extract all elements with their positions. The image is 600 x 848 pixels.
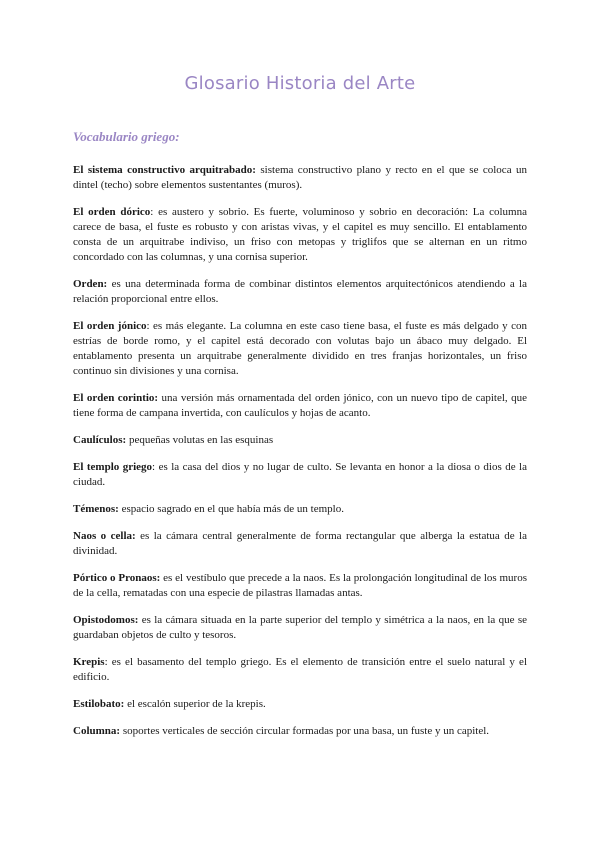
glossary-definition: : es el basamento del templo griego. Es el elemento de transición entre el suelo natural y el edificio. (73, 656, 527, 683)
glossary-entry (73, 571, 527, 601)
glossary-entry (73, 724, 527, 739)
glossary-term: Pórtico o Pronaos: (73, 572, 161, 584)
glossary-definition: : es austero y sobrio. Es fuerte, voluminoso y sobrio en decoración: La columna carece de basa, el fuste es robusto y con aristas vivas, y el capitel es muy sencillo. El entablamento consta de un arquitrabe indiviso, un friso con metopas y triglifos que se alternan en un ritmo concordado con las columnas, y una cornisa superior. (73, 206, 527, 263)
glossary-term: Témenos: (73, 503, 119, 515)
glossary-definition: es el vestíbulo que precede a la naos. Es la prolongación longitudinal de los muros de la cella, rematadas con una especie de pilastras llamadas antas. (73, 572, 527, 599)
document-title: Glosario Historia del Arte (184, 73, 416, 94)
glossary-definition: sistema constructivo plano y recto en el que se coloca un dintel (techo) sobre elementos sustentantes (muros). (73, 164, 527, 191)
glossary-definition: una versión más ornamentada del orden jónico, con un nuevo tipo de capitel, que tiene forma de campana invertida, con caulículos y hojas de acanto. (73, 392, 527, 419)
glossary-entry (73, 460, 527, 490)
glossary-entry (73, 613, 527, 643)
glossary-definition: pequeñas volutas en las esquinas (126, 434, 274, 446)
glossary-term: Columna: (73, 725, 121, 737)
glossary-entry (73, 277, 527, 307)
glossary-term: Orden: (73, 278, 108, 290)
glossary-term: Estilobato: (73, 698, 125, 710)
glossary-term: Krepis (73, 656, 105, 668)
glossary-entry (73, 163, 527, 193)
section-heading: Vocabulario griego: (73, 129, 180, 144)
glossary-definition: : es más elegante. La columna en este caso tiene basa, el fuste es más delgado y con estrías de borde romo, y el capitel está decorado con volutas bajo un ábaco muy delgado. El entablamento presenta un arquitrabe generalmente dividido en tres franjas horizontales, un friso continuo sin divisiones y una cornisa. (73, 320, 527, 377)
glossary-definition: es una determinada forma de combinar distintos elementos arquitectónicos atendiendo a la relación proporcional entre ellos. (73, 278, 527, 305)
glossary-term: Opistodomos: (73, 614, 139, 626)
glossary-term: El orden dórico (73, 206, 151, 218)
glossary-term: Naos o cella: (73, 530, 136, 542)
glossary-entry (73, 529, 527, 559)
glossary-entry (73, 697, 527, 712)
glossary-term: El orden jónico (73, 320, 147, 332)
glossary-definition: el escalón superior de la krepis. (124, 698, 266, 710)
glossary-term: El sistema constructivo arquitrabado: (73, 164, 256, 176)
glossary-definition: es la cámara central generalmente de forma rectangular que alberga la estatua de la divinidad. (73, 530, 527, 557)
glossary-definition: : es la casa del dios y no lugar de culto. Se levanta en honor a la diosa o dios de la ciudad. (73, 461, 527, 488)
glossary-definition: es la cámara situada en la parte superior del templo y simétrica a la naos, en la que se guardaban objetos de culto y tesoros. (73, 614, 527, 641)
glossary-entry (73, 502, 527, 517)
glossary-entry (73, 205, 527, 265)
glossary-entry (73, 319, 527, 379)
glossary-definition: soportes verticales de sección circular formadas por una basa, un fuste y un capitel. (120, 725, 490, 737)
glossary-term: El templo griego (73, 461, 153, 473)
glossary-definition: espacio sagrado en el que había más de un templo. (118, 503, 344, 515)
glossary-entry (73, 655, 527, 685)
glossary-term: Caulículos: (73, 434, 127, 446)
glossary-entry (73, 391, 527, 421)
glossary-entry (73, 433, 527, 448)
glossary-term: El orden corintio: (73, 392, 159, 404)
glossary-list (73, 163, 527, 751)
